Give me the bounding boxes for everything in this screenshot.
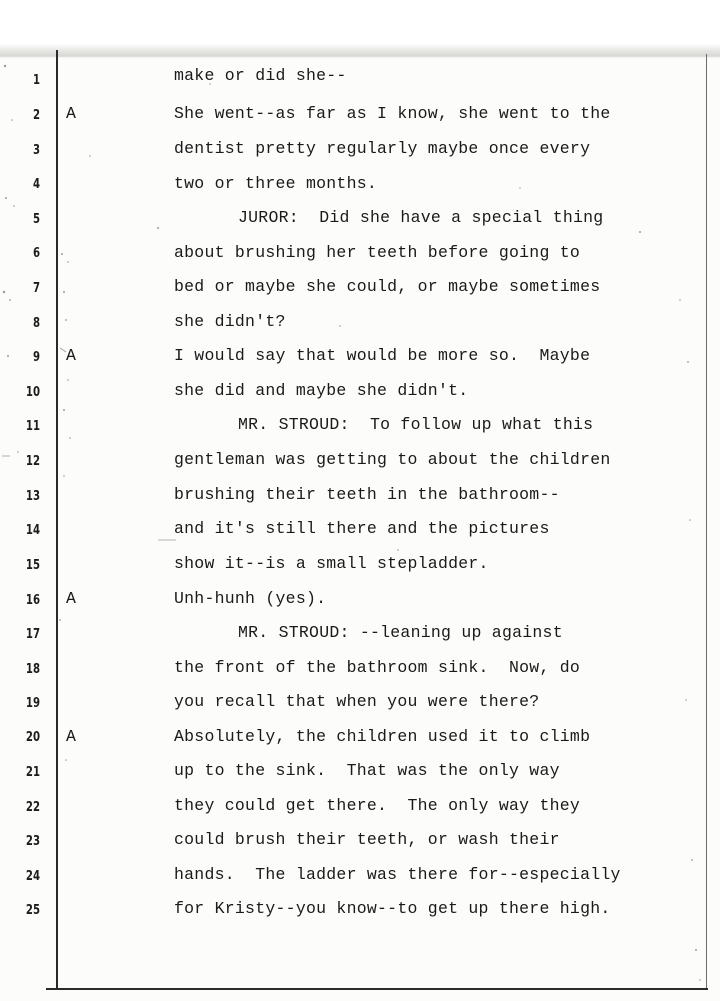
line-number: 6: [32, 246, 40, 261]
line-number: 11: [25, 419, 40, 434]
line-number: 14: [25, 523, 40, 538]
line-number: 13: [25, 489, 40, 504]
transcript-line-text: you recall that when you were there?: [174, 692, 540, 711]
transcript-line-text: could brush their teeth, or wash their: [174, 830, 560, 849]
line-number: 22: [25, 800, 40, 815]
speaker-label: A: [66, 589, 76, 608]
line-number: 10: [25, 385, 40, 400]
speaker-label: A: [66, 346, 76, 365]
line-number: 5: [32, 212, 40, 227]
line-number: 9: [32, 350, 40, 365]
line-number: 19: [25, 696, 40, 711]
transcript-line-text: Unh-hunh (yes).: [174, 589, 327, 608]
line-number: 4: [32, 177, 40, 192]
line-number: 16: [25, 593, 40, 608]
line-number: 23: [25, 834, 40, 849]
line-number: 20: [25, 730, 40, 745]
transcript-line-text: dentist pretty regularly maybe once every: [174, 139, 591, 158]
line-number: 7: [32, 281, 40, 296]
line-number: 15: [25, 558, 40, 573]
transcript-line-text: make or did she--: [174, 66, 347, 85]
transcript-line-text: JUROR: Did she have a special thing: [238, 208, 604, 227]
line-number: 21: [25, 765, 40, 780]
bottom-rule: [46, 988, 708, 990]
transcript-line-text: she didn't?: [174, 312, 286, 331]
transcript-line-text: she did and maybe she didn't.: [174, 381, 469, 400]
right-margin-rule: [706, 54, 707, 990]
transcript-line-text: gentleman was getting to about the children: [174, 450, 611, 469]
transcript-line-text: two or three months.: [174, 174, 378, 193]
transcript-line-text: and it's still there and the pictures: [174, 519, 550, 538]
transcript-line-text: Absolutely, the children used it to climb: [174, 727, 591, 746]
transcript-line-text: show it--is a small stepladder.: [174, 554, 489, 573]
transcript-line-text: MR. STROUD: --leaning up against: [238, 623, 563, 642]
transcript-line-text: MR. STROUD: To follow up what this: [238, 415, 594, 434]
transcript-line-text: brushing their teeth in the bathroom--: [174, 485, 560, 504]
transcript-line-text: for Kristy--you know--to get up there high.: [174, 899, 611, 918]
line-number: 12: [25, 454, 40, 469]
transcript-line-text: bed or maybe she could, or maybe sometimes: [174, 277, 601, 296]
line-number: 2: [32, 108, 40, 123]
line-number: 1: [32, 73, 40, 88]
speaker-label: A: [66, 104, 76, 123]
transcript-line-text: about brushing her teeth before going to: [174, 243, 581, 262]
line-number: 17: [25, 627, 40, 642]
line-number: 8: [32, 316, 40, 331]
line-number: 3: [32, 143, 40, 158]
line-number: 24: [25, 869, 40, 884]
transcript-line-text: She went--as far as I know, she went to the: [174, 104, 611, 123]
transcript-line-text: I would say that would be more so. Maybe: [174, 346, 591, 365]
transcript-line-text: up to the sink. That was the only way: [174, 761, 560, 780]
left-margin-rule: [56, 50, 58, 990]
line-number: 18: [25, 662, 40, 677]
speaker-label: A: [66, 727, 76, 746]
line-number: 25: [25, 903, 40, 918]
transcript-line-text: the front of the bathroom sink. Now, do: [174, 658, 581, 677]
transcript-line-text: hands. The ladder was there for--especially: [174, 865, 621, 884]
transcript-line-text: they could get there. The only way they: [174, 796, 581, 815]
